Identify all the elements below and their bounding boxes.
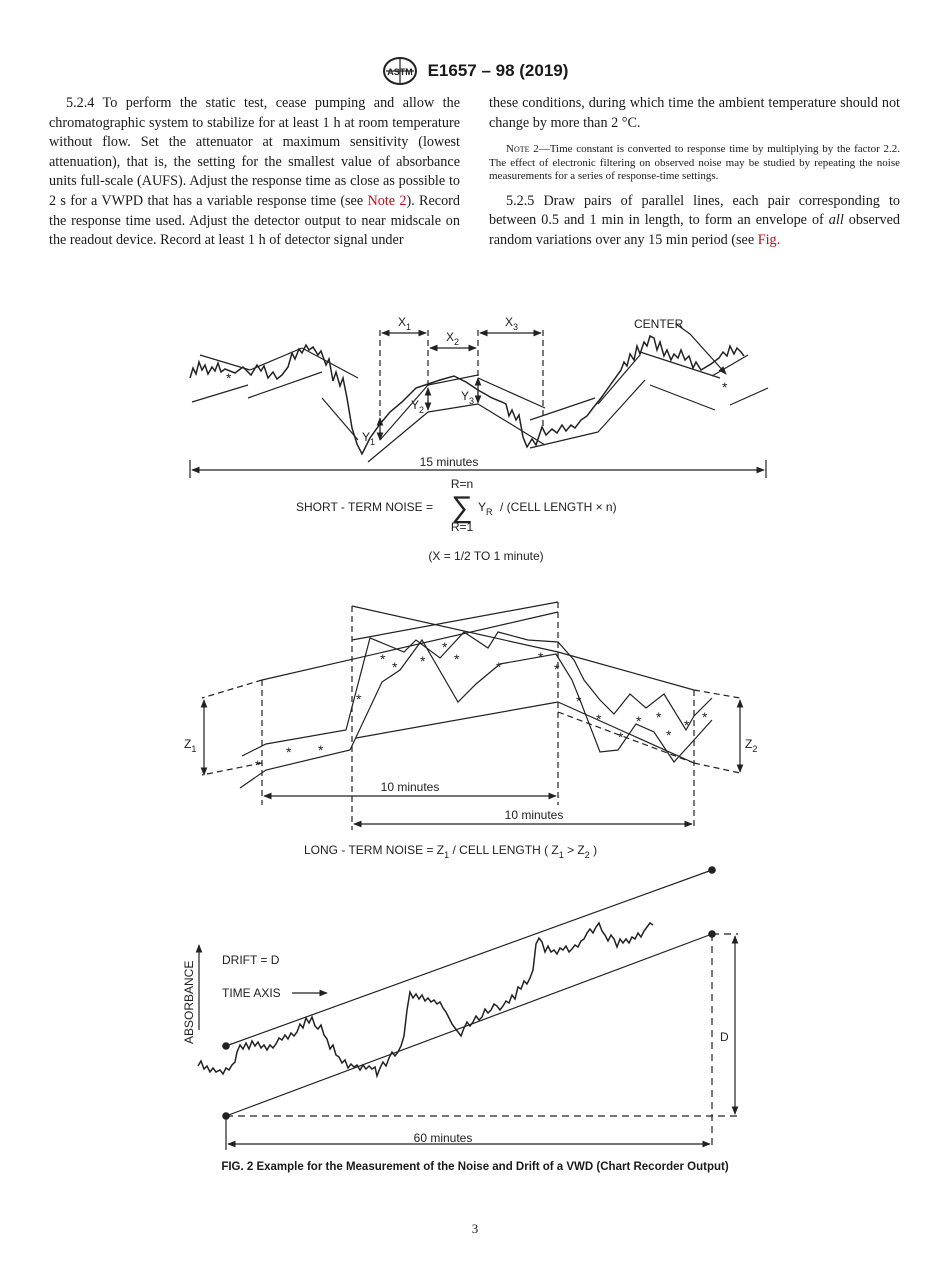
drift-point-1 [223,1043,229,1049]
x-range-note: (X = 1/2 TO 1 minute) [428,549,544,563]
sixty-minutes-label: 60 minutes [413,1131,473,1145]
drift-label: DRIFT = D [222,953,280,967]
short-env-1b [192,385,248,402]
span1-label: 10 minutes [380,780,440,794]
left-column [49,94,460,251]
short-env-2b [248,372,322,398]
span2-label: 10 minutes [504,808,564,822]
paragraph-continuation: these conditions, during which time the ambient temperature should not change by more than 2 °C. [489,95,900,131]
sum-symbol: ∑ [451,491,473,524]
svg-text:*: * [636,713,642,729]
short-env-1a [200,355,250,370]
drift-diagram [198,867,738,1150]
svg-text:*: * [380,651,386,667]
right-column [489,94,900,250]
y3-label: $Y_3$ [461,389,475,406]
sum-term: $Y_R$ [478,500,493,517]
svg-text:*: * [420,653,426,669]
svg-text:*: * [496,659,502,675]
x3-label: $X_3$ [505,315,519,332]
sum-top: R=n [450,477,474,491]
drift-point-2 [709,867,715,873]
z2-label: $Z_2$ [745,737,758,754]
short-env-10a [712,355,748,376]
short-env-9b [650,385,715,410]
y1-label: $Y_1$ [362,430,376,447]
svg-text:*: * [666,727,672,743]
short-term-noise-diagram [190,324,768,478]
d-label: D [720,1030,729,1044]
long-term-upper-band [242,632,712,756]
svg-text:*: * [554,661,560,677]
astm-logo [382,56,418,86]
short-star-1: * [226,370,232,386]
short-env-6a [478,378,545,408]
figure-2 [0,300,950,1165]
short-star-2: * [722,379,728,395]
note-2: Note 2—Time constant is converted to response time by multiplying by the factor 2.2. The effect of electronic filtering on observed noise may be studied by repeating the noise measurements for a series of response-time settings. [489,143,900,183]
svg-text:*: * [538,649,544,665]
long-term-formula: LONG - TERM NOISE = $Z_1$ / CELL LENGTH ( $Z_1 > Z_2$ ) [304,843,598,860]
short-env-8b [598,380,645,432]
svg-text:*: * [392,659,398,675]
x2-label: $X_2$ [446,330,460,347]
svg-text:*: * [356,691,362,707]
short-env-8a [598,355,640,404]
short-env-10b [730,388,768,405]
x1-label: $X_1$ [398,315,412,332]
figure-link[interactable]: Fig. [757,231,781,248]
long-term-noise-diagram [202,602,740,830]
page-number: 3 [471,1221,479,1236]
short-env-3a [302,348,358,378]
svg-text:*: * [318,742,324,758]
drift-upper-envelope [226,870,712,1046]
figure-2-drawing [0,300,950,1160]
svg-text:ASTM: ASTM [386,67,413,77]
absorbance-label: ABSORBANCE [182,960,196,1044]
paragraph-5-2-4: 5.2.4 To perform the static test, cease pumping and allow the chromatographic system to stabilize for at least 1 h at room temperature without flow. Set the attenuator at maximum sensitivity (lowest attenuation), that is, the setting for the smallest value of absorbance units full-scale (AUFS). Adjust the response time as close as possible to 2 s for a VWPD that has a variable response time (see Note 2). Record the response time used. Adjust the detector output to near midscale on the readout device. Record at least 1 h of detector signal under [49,95,460,249]
page-header [0,56,950,86]
sum-bottom: R=1 [450,520,474,534]
time-axis-label: TIME AXIS [222,986,281,1000]
z1-label: $Z_1$ [184,737,197,754]
svg-text:*: * [576,693,582,709]
svg-text:*: * [255,757,261,773]
svg-text:*: * [618,729,624,745]
document-id: E1657 – 98 (2019) [427,61,569,80]
y2-label: $Y_2$ [411,398,425,415]
svg-text:*: * [286,744,292,760]
svg-text:*: * [656,709,662,725]
center-label: CENTER [634,317,684,331]
short-formula-label: SHORT - TERM NOISE = [296,500,434,514]
figure-caption: FIG. 2 Example for the Measurement of the Noise and Drift of a VWD (Chart Recorder Output) [221,1161,729,1173]
svg-text:*: * [702,709,708,725]
svg-text:*: * [442,639,448,655]
note-2-link[interactable]: Note 2 [367,192,407,209]
short-env-3b [322,398,358,440]
short-formula-rest: / (CELL LENGTH × n) [500,500,617,514]
svg-text:*: * [596,711,602,727]
svg-text:*: * [684,717,690,733]
short-duration-label: 15 minutes [419,455,479,469]
svg-text:*: * [454,651,460,667]
paragraph-5-2-5: 5.2.5 Draw pairs of parallel lines, each pair corresponding to between 0.5 and 1 min in length, to form an envelope of all observed random variations over any 15 min period (see Fig. [489,192,901,248]
